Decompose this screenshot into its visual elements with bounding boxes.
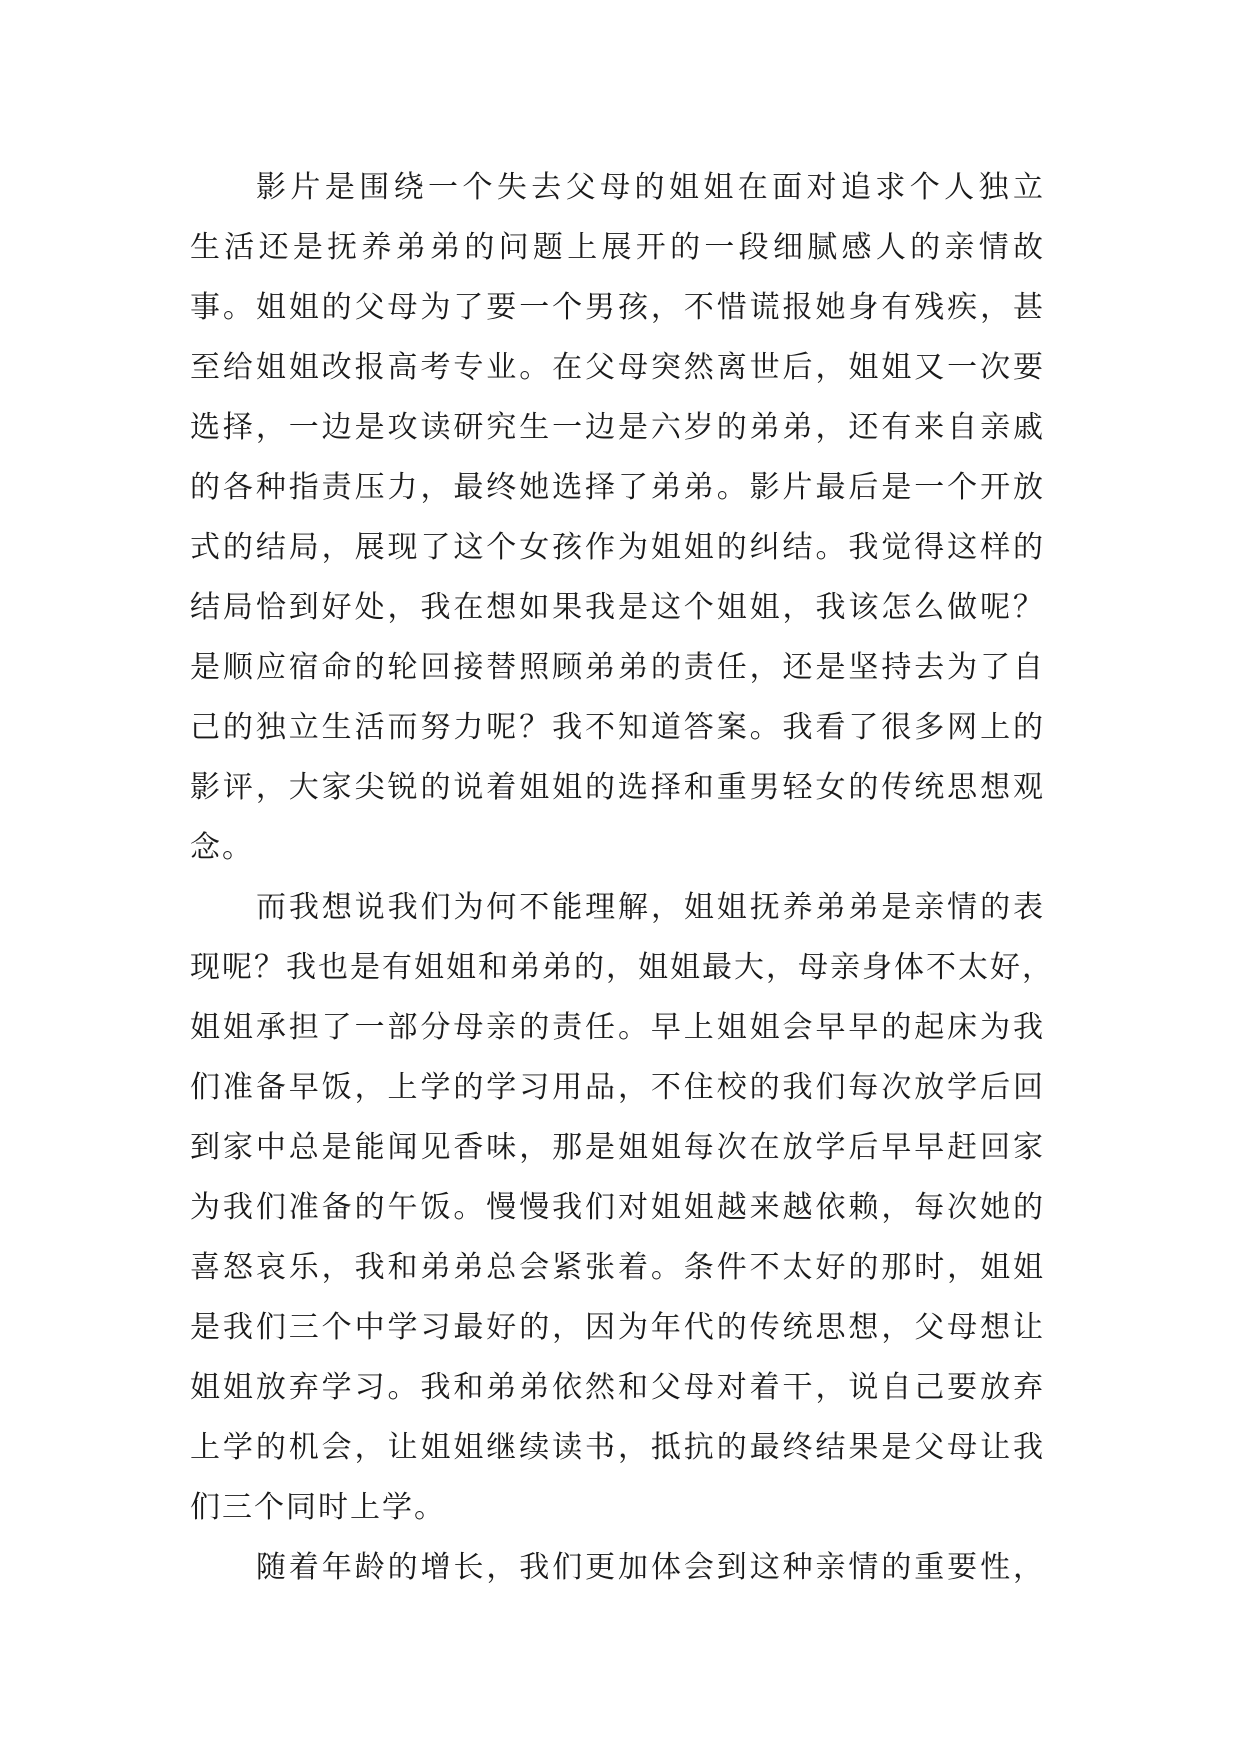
paragraph-3 bbox=[190, 1538, 1045, 1598]
text-line: 己的独立生活而努力呢？我不知道答案。我看了很多网上的 bbox=[190, 710, 1045, 745]
document-body bbox=[190, 158, 1054, 1598]
text-line: 喜怒哀乐，我和弟弟总会紧张着。条件不太好的那时，姐姐 bbox=[190, 1250, 1045, 1285]
paragraph-2 bbox=[190, 878, 1054, 1538]
text-line: 式的结局，展现了这个女孩作为姐姐的纠结。我觉得这样的 bbox=[190, 530, 1045, 565]
text-line: 们准备早饭，上学的学习用品，不住校的我们每次放学后回 bbox=[190, 1070, 1045, 1105]
text-line: 姐姐放弃学习。我和弟弟依然和父母对着干，说自己要放弃 bbox=[190, 1370, 1045, 1405]
text-line: 上学的机会，让姐姐继续读书，抵抗的最终结果是父母让我 bbox=[190, 1430, 1045, 1465]
text-line: 影片是围绕一个失去父母的姐姐在面对追求个人独立 bbox=[256, 170, 1045, 205]
text-line: 念。 bbox=[190, 830, 254, 865]
text-line: 现呢？我也是有姐姐和弟弟的，姐姐最大，母亲身体不太好， bbox=[190, 950, 1054, 985]
text-line: 姐姐承担了一部分母亲的责任。早上姐姐会早早的起床为我 bbox=[190, 1010, 1045, 1045]
text-line: 事。姐姐的父母为了要一个男孩，不惜谎报她身有残疾，甚 bbox=[190, 290, 1045, 325]
paragraph-1 bbox=[190, 158, 1045, 878]
text-line: 至给姐姐改报高考专业。在父母突然离世后，姐姐又一次要 bbox=[190, 350, 1045, 385]
text-line: 是我们三个中学习最好的，因为年代的传统思想，父母想让 bbox=[190, 1310, 1045, 1345]
text-line: 们三个同时上学。 bbox=[190, 1490, 446, 1525]
text-line: 随着年龄的增长，我们更加体会到这种亲情的重要性， bbox=[256, 1550, 1045, 1585]
text-line: 而我想说我们为何不能理解，姐姐抚养弟弟是亲情的表 bbox=[256, 890, 1045, 925]
text-line: 到家中总是能闻见香味，那是姐姐每次在放学后早早赶回家 bbox=[190, 1130, 1045, 1165]
text-line: 结局恰到好处，我在想如果我是这个姐姐，我该怎么做呢？ bbox=[190, 590, 1045, 625]
text-line: 是顺应宿命的轮回接替照顾弟弟的责任，还是坚持去为了自 bbox=[190, 650, 1045, 685]
text-line: 选择，一边是攻读研究生一边是六岁的弟弟，还有来自亲戚 bbox=[190, 410, 1045, 445]
text-line: 影评，大家尖锐的说着姐姐的选择和重男轻女的传统思想观 bbox=[190, 770, 1045, 805]
text-line: 生活还是抚养弟弟的问题上展开的一段细腻感人的亲情故 bbox=[190, 230, 1045, 265]
text-line: 的各种指责压力，最终她选择了弟弟。影片最后是一个开放 bbox=[190, 470, 1045, 505]
text-line: 为我们准备的午饭。慢慢我们对姐姐越来越依赖，每次她的 bbox=[190, 1190, 1045, 1225]
